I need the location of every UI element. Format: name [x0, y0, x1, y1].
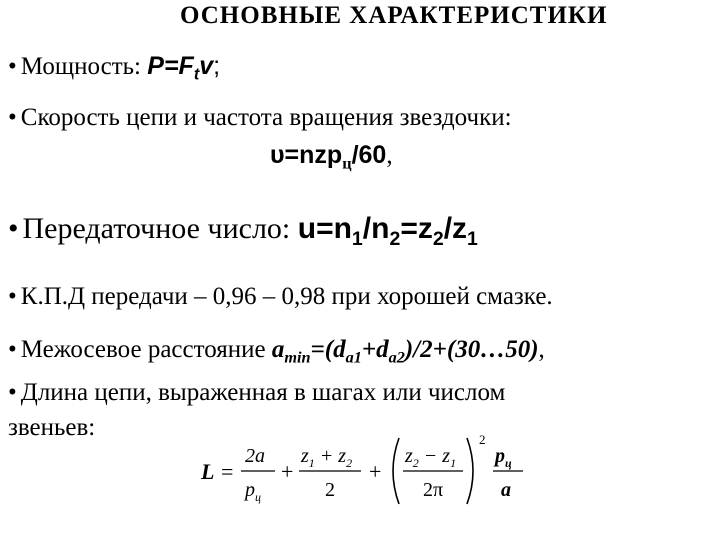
bullet: • — [8, 379, 17, 406]
gear-ratio-line — [8, 212, 478, 250]
efficiency-line — [8, 283, 553, 311]
gear-ratio-label: Передаточное число: — [22, 212, 298, 245]
slide-title: ОСНОВНЫЕ ХАРАКТЕРИСТИКИ — [180, 2, 608, 29]
power-line — [8, 52, 221, 84]
center-distance-formula: $a_{min}=(d_{a1}+d_{a2})/2+(30\dots 50)$ — [271, 336, 539, 367]
chain-length-label: Длина цепи, выраженная в шагах или числом — [20, 379, 506, 406]
power-label: Мощность: — [20, 53, 148, 80]
chain-speed-formula: υ=nzp$_ц$/60, — [270, 141, 393, 173]
bullet: • — [8, 104, 17, 131]
chain-length-label-cont: звеньев: — [8, 414, 96, 441]
power-formula: $P=F_tv$; — [147, 52, 221, 84]
formula-power: 2 — [479, 432, 486, 447]
chain-length-formula — [197, 432, 537, 510]
frac4-den: a — [501, 479, 511, 501]
frac3-num: $z_2 - z_1$ — [405, 445, 457, 470]
formula-plus1: + — [281, 459, 294, 484]
formula-eq: = — [221, 459, 234, 484]
frac1-num: 2a — [245, 445, 265, 467]
chain-speed-line — [8, 104, 512, 132]
formula-plus2: + — [369, 459, 382, 484]
chain-length-line — [8, 379, 505, 407]
chain-speed-label: Скорость цепи и частота вращения звездочки: — [20, 104, 512, 131]
frac1-den: $p_ц$ — [245, 479, 261, 504]
frac4-num: $p_ц$ — [495, 445, 512, 470]
gear-ratio-formula: $u=n_1/n_2=z_2/z_1$ — [297, 212, 478, 250]
frac2-den: 2 — [325, 479, 335, 501]
efficiency-label: К.П.Д передачи – 0,96 – 0,98 при хорошей смазке. — [20, 283, 553, 310]
bullet: • — [8, 53, 17, 80]
center-distance-label: Межосевое расстояние — [20, 336, 272, 363]
formula-L: L — [201, 459, 215, 484]
frac2-num: $z_1 + z_2$ — [301, 445, 353, 470]
bullet: • — [8, 283, 17, 310]
frac3-den: 2π — [423, 479, 444, 501]
bullet: • — [8, 336, 17, 363]
bullet: • — [8, 212, 19, 245]
center-distance-line: • Межосевое расстояние $a_{min}=(d_{a1}+d_{a2})/2+(30\dots 50)$, — [8, 336, 545, 367]
